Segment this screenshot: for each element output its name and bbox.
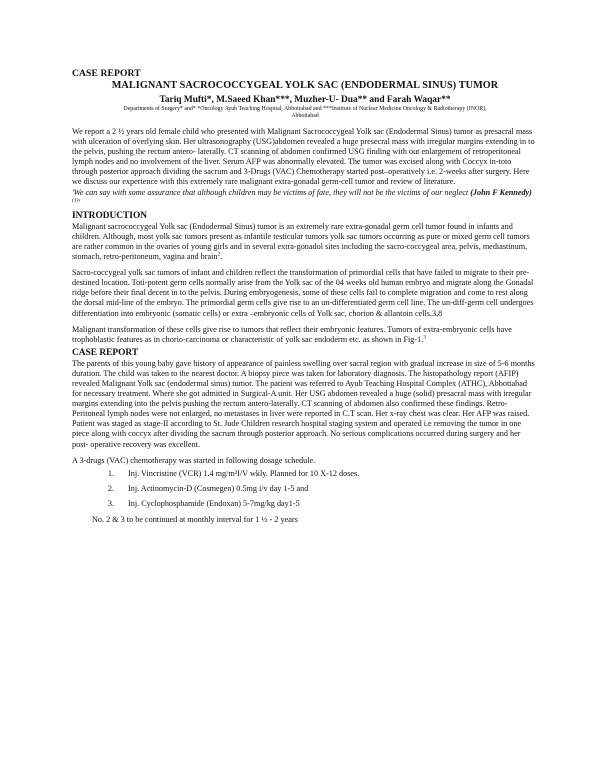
quote-part-2: although children may be victims of fate, they will not be the victims of our neglect (197, 187, 469, 197)
quote-author: (John F Kennedy) (470, 187, 532, 197)
chemotherapy-intro: A 3-drugs (VAC) chemotherapy was started in following dosage schedule. (72, 455, 316, 465)
intro-p1-reference: 2 (217, 251, 221, 258)
list-item (72, 484, 538, 494)
quote-close: ' (78, 197, 81, 207)
intro-p3-reference: 3 (423, 333, 427, 340)
list-item-text: Inj. Cyclophosphamide (Endoxan) 5-7mg/kg day1-5 (128, 499, 300, 509)
list-item (72, 499, 538, 509)
list-item-number: 3. (107, 499, 114, 509)
list-item-text: Inj. Vincristine (VCR) 1.4 mg/m²I/V wkly. Planned for 10 X-12 doses. (128, 468, 360, 478)
kennedy-quote (72, 188, 538, 208)
intro-p3-text: Malignant transformation of these cells give rise to tumors that reflect their embryonic features. Tumors of extra-embryonic cells have trophoblastic features as in chorio-carcinoma or characteristic of yolk sac endoderm etc. as shown in Fig-1. (72, 324, 512, 344)
intro-p1-text: Malignant sacrococcygeal Yolk sac (Endodermal Sinus) tumor is an extremely rare extra-gonadal germ cell tumor found in infants and children. Although, most yolk sac tumors present as infantile testicular tumors yolk sac tumors occurring as pure or mixed germ cell tumors are rather common in the ovaries of young girls and in several extra-gonadol sites including the sacro-coccygeal area, pelvis, mediastinum, stomach, retro-peritoneum, vagina and brain (72, 221, 530, 262)
quote-part-1: 'We can say with some assurance that (72, 187, 198, 197)
affiliation-line-1: Departments of Surgery* and* *Oncology Ayub Teaching Hospital, Abbottabad and ***Institute of Nuclear Medicine Oncology & Radiotherapy (INOR), (123, 106, 487, 112)
abstract-paragraph: We report a 2 ½ years old female child who presented with Malignant Sacrococcygeal Yolk sac (Endodermal Sinus) tumor as presacral mass with ulceration of overlying skin. Her ultrasonography (USG)abdomen revealed a huge presecral mass with irregular margins extending in to the pelvis, pushing the rectum antero- laterally. CT scanning of abdomen confirmed USG finding with out enlargement of retroperitoneal lymph nodes and no involvement of the liver. Serum AFP was abnormally elevated. The tumor was excised along with Coccyx in-toto through posterior approach dividing the sacrum and 3-Drugs (VAC) Chemotherapy started post–operatively i.e. 2-weeks after surgery. Here we discuss our experience with this extremely rare malignant extra-gonadal germ-cell tumor and review of literature. (72, 127, 535, 187)
article-kicker: CASE REPORT (72, 68, 141, 79)
introduction-paragraph-3 (72, 325, 538, 345)
article-page (72, 68, 538, 525)
drug-list (72, 469, 538, 510)
introduction-paragraph-1 (72, 222, 538, 262)
intro-p1-end: . (220, 252, 223, 262)
list-item-number: 1. (107, 468, 114, 478)
article-affiliation (72, 106, 538, 120)
quote-reference: (1) (72, 196, 79, 203)
introduction-paragraph-2: Sacro-coccygeal yolk sac tumors of infant and children reflect the transformation of primordial cells that have failed to migrate to their pre-destined location. Toti-potent germ cells normally arise from the Yolk sac of the 04 weeks old human embryo and migrate along the Gonadal ridge before their final decent in to the pelvis. During embryogenesis, some of these cells fail to complete migration and come to rest along the dorsal mid-line of the embryo. The primordial germ cells give rise to an un-differentiated germ cell line. The un-diff-germ cell undergoes differentiation into embryonic (somatic cells) or extra –embryonic cells of Yolk sac, chorion & allantoin cells.3,8 (72, 268, 534, 318)
list-item-number: 2. (107, 484, 114, 493)
case-report-paragraph: The parents of this young baby gave history of appearance of painless swelling over sacral region with gradual increase in size of 5-6 months duration. The child was taken to the nearest doctor. A biopsy piece was taken for laboratory diagnosis. The histopathology report (AFIP) revealed Malignant Yolk sac (endodermal sinus) tumor. The patient was referred to Ayub Teaching Hospital Complex (ATHC), Abbottabad for necessary treatment. Where she got admitted in Surgical-A unit. Her USG abdomen revealed a huge (solid) presacral mass with irregular margins extending into the pelvis pushing the rectum antero-laterally. CT scanning of abdomen also confirmed these findings. Retro-Peritoneal lymph nodes were not enlarged, no metastases in liver were reported in C.T scan. Her x-ray chest was clear. Her AFP was raised. Patient was staged as stage-II according to St. Jude Children research hospital staging system and operated i.e removing the tumor in one piece along with coccyx after dividing the sacrum through posterior approach. No serious complications occurred during surgery and her post- operative recovery was excellent. (72, 358, 535, 449)
case-report-heading: CASE REPORT (72, 347, 139, 358)
list-item-text: Inj. Actinomycin-D (Cosmegen) 0.5mg i/v day 1-5 and (128, 484, 309, 493)
article-title: MALIGNANT SACROCOCCYGEAL YOLK SAC (ENDODERMAL SINUS) TUMOR (111, 80, 499, 91)
affiliation-line-2: Abbottabad (291, 113, 319, 119)
article-authors: Tariq Mufti*, M.Saeed Khan***, Muzher-U- Dua** and Farah Waqar** (159, 95, 451, 105)
continuation-note: No. 2 & 3 to be continued at monthly interval for 1 ½ - 2 years (92, 514, 298, 524)
list-item (72, 469, 538, 479)
introduction-heading: INTRODUCTION (72, 210, 148, 221)
